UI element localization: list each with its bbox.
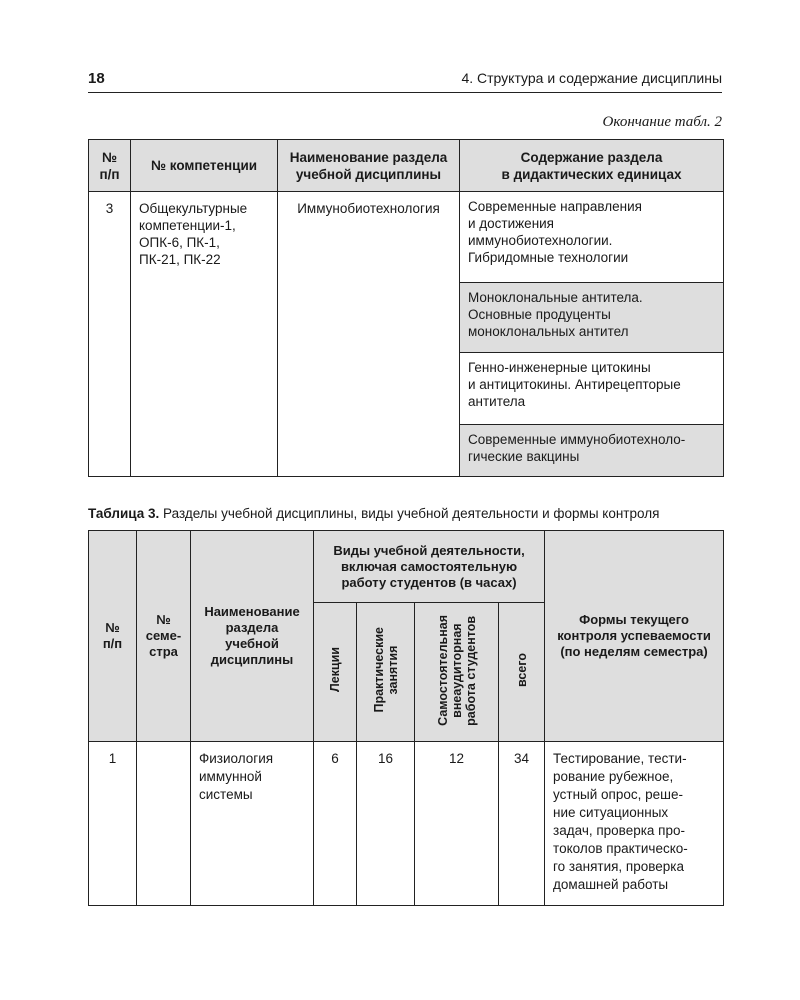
section-cell: Иммунобиотехнология (278, 192, 460, 477)
competence-cell: Общекультурные компетенции-1, ОПК-6, ПК-1, ПК-21, ПК-22 (131, 192, 278, 477)
column-header-content: Содержание раздела в дидактических единицах (460, 140, 724, 192)
page-number: 18 (88, 70, 105, 87)
column-header-independent: Самостоятельная внеаудиторная работа студентов (415, 603, 499, 742)
row-number-cell: 1 (89, 742, 137, 906)
table3-caption-label: Таблица 3. (88, 506, 160, 521)
column-header-number: № п/п (89, 140, 131, 192)
column-header-practical: Практические занятия (357, 603, 415, 742)
table-continuation-label: Окончание табл. 2 (602, 114, 722, 130)
running-title: 4. Структура и содержание дисциплины (461, 70, 722, 86)
activities-table (88, 530, 724, 906)
row-number-cell: 3 (89, 192, 131, 477)
column-header-control: Формы текущего контроля успеваемости (по неделям семестра) (545, 531, 724, 742)
column-header-competence: № компетенции (131, 140, 278, 192)
table-row (89, 742, 724, 906)
column-header-total: всего (499, 603, 545, 742)
column-header-lectures: Лекции (314, 603, 357, 742)
practical-cell: 16 (357, 742, 415, 906)
table3-caption-text: Разделы учебной дисциплины, виды учебной деятельности и формы контроля (159, 506, 660, 521)
column-header-semester: № семе- стра (137, 531, 191, 742)
content-cell: Современные иммунобиотехноло- гические вакцины (460, 425, 724, 477)
column-header-number: № п/п (89, 531, 137, 742)
running-header (88, 68, 722, 93)
control-forms-cell: Тестирование, тести- рование рубежное, устный опрос, реше- ние ситуационных задач, проверка про- токолов практическо- го занятия, проверка домашней работы (545, 742, 724, 906)
competence-table (88, 139, 724, 477)
lectures-cell: 6 (314, 742, 357, 906)
content-cell: Генно-инженерные цитокины и антицитокины. Антирецепторые антитела (460, 353, 724, 425)
column-header-activities: Виды учебной деятельности, включая самостоятельную работу студентов (в часах) (314, 531, 545, 603)
semester-cell (137, 742, 191, 906)
independent-cell: 12 (415, 742, 499, 906)
table3-caption (88, 506, 728, 521)
section-cell: Физиология иммунной системы (191, 742, 314, 906)
total-cell: 34 (499, 742, 545, 906)
content-cell: Моноклональные антитела. Основные продуценты моноклональных антител (460, 283, 724, 353)
column-header-section: Наименование раздела учебной дисциплины (278, 140, 460, 192)
content-cell: Современные направления и достижения иммунобиотехнологии. Гибридомные технологии (460, 192, 724, 283)
column-header-section: Наименование раздела учебной дисциплины (191, 531, 314, 742)
